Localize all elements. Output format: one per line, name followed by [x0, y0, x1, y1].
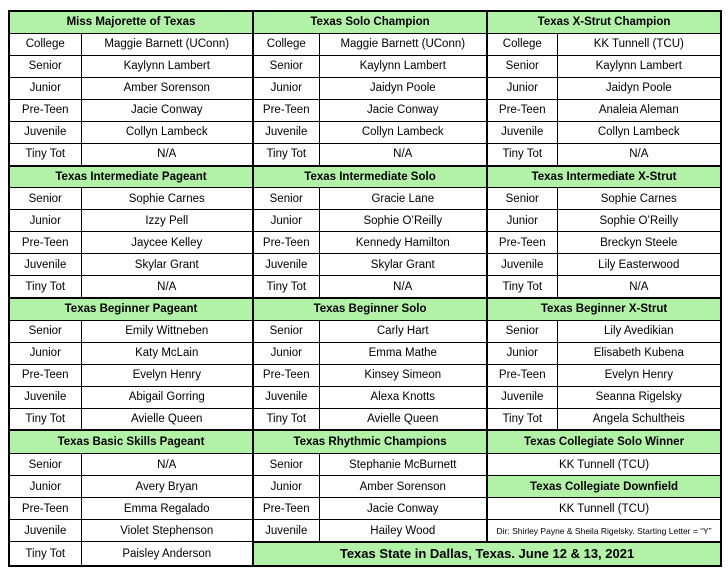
basic-winner: Violet Stephenson — [81, 520, 253, 542]
winner-name: Kennedy Hamilton — [319, 232, 487, 254]
rhythmic-division: Senior — [253, 454, 319, 476]
final-row-2 — [9, 476, 721, 498]
division-label: Senior — [487, 55, 557, 77]
winner-name: Maggie Barnett (UConn) — [81, 33, 253, 55]
winner-name: Sophie O’Reilly — [557, 210, 721, 232]
winner-name: Sophie O’Reilly — [319, 210, 487, 232]
division-label: Senior — [253, 320, 319, 342]
collegiate-downfield-winner: KK Tunnell (TCU) — [487, 498, 721, 520]
rhythmic-division: Juvenile — [253, 520, 319, 542]
final-row-4 — [9, 520, 721, 542]
beginner-header-row — [9, 298, 721, 320]
winner-name: Kaylynn Lambert — [81, 55, 253, 77]
intermediate-header-row — [9, 166, 721, 188]
division-label: Tiny Tot — [9, 408, 81, 430]
division-label: Tiny Tot — [9, 276, 81, 298]
category-header: Texas Intermediate X-Strut — [487, 166, 721, 188]
category-header: Texas Beginner Solo — [253, 298, 487, 320]
division-label: Tiny Tot — [487, 408, 557, 430]
category-header: Texas Intermediate Solo — [253, 166, 487, 188]
basic-skills-pageant-header: Texas Basic Skills Pageant — [9, 430, 253, 453]
winner-name: Skylar Grant — [81, 254, 253, 276]
division-label: Juvenile — [487, 386, 557, 408]
division-label: Junior — [253, 210, 319, 232]
winner-name: Lily Avedikian — [557, 320, 721, 342]
division-label: Junior — [487, 342, 557, 364]
final-row-5 — [9, 542, 721, 566]
winner-name: Carly Hart — [319, 320, 487, 342]
winner-name: N/A — [557, 143, 721, 165]
division-label: College — [253, 33, 319, 55]
winner-name: Collyn Lambeck — [81, 121, 253, 143]
winner-name: Collyn Lambeck — [319, 121, 487, 143]
results-row — [9, 77, 721, 99]
rhythmic-winner: Amber Sorenson — [319, 476, 487, 498]
division-label: Juvenile — [253, 254, 319, 276]
division-label: Pre-Teen — [253, 232, 319, 254]
rhythmic-winner: Jacie Conway — [319, 498, 487, 520]
rhythmic-winner: Stephanie McBurnett — [319, 454, 487, 476]
winner-name: Maggie Barnett (UConn) — [319, 33, 487, 55]
winner-name: Kinsey Simeon — [319, 364, 487, 386]
winner-name: Avielle Queen — [81, 408, 253, 430]
basic-winner: Avery Bryan — [81, 476, 253, 498]
category-header: Texas Intermediate Pageant — [9, 166, 253, 188]
winner-name: N/A — [557, 276, 721, 298]
division-label: Juvenile — [253, 121, 319, 143]
division-label: Juvenile — [487, 254, 557, 276]
results-row — [9, 143, 721, 165]
final-header-row — [9, 430, 721, 453]
director-note: Dir: Shirley Payne & Sheila Rigelsky. Starting Letter = “Y” — [487, 520, 721, 542]
winner-name: Analeia Aleman — [557, 99, 721, 121]
category-header: Texas Beginner Pageant — [9, 298, 253, 320]
winner-name: Emily Wittneben — [81, 320, 253, 342]
division-label: Tiny Tot — [487, 143, 557, 165]
division-label: Junior — [9, 77, 81, 99]
basic-division: Tiny Tot — [9, 542, 81, 566]
division-label: Tiny Tot — [487, 276, 557, 298]
winner-name: Sophie Carnes — [557, 188, 721, 210]
collegiate-solo-header: Texas Collegiate Solo Winner — [487, 430, 721, 453]
results-row — [9, 320, 721, 342]
division-label: Pre-Teen — [487, 99, 557, 121]
division-label: Senior — [9, 188, 81, 210]
winner-name: Collyn Lambeck — [557, 121, 721, 143]
results-row — [9, 188, 721, 210]
division-label: Junior — [9, 342, 81, 364]
division-label: Pre-Teen — [9, 99, 81, 121]
winner-name: Izzy Pell — [81, 210, 253, 232]
results-row — [9, 232, 721, 254]
division-label: Pre-Teen — [9, 364, 81, 386]
winner-name: Amber Sorenson — [81, 77, 253, 99]
winner-name: Seanna Rigelsky — [557, 386, 721, 408]
winner-name: Avielle Queen — [319, 408, 487, 430]
division-label: Tiny Tot — [9, 143, 81, 165]
category-header: Miss Majorette of Texas — [9, 11, 253, 33]
winner-name: Katy McLain — [81, 342, 253, 364]
winner-name: N/A — [319, 143, 487, 165]
winner-name: Abigail Gorring — [81, 386, 253, 408]
basic-division: Juvenile — [9, 520, 81, 542]
category-header: Texas X-Strut Champion — [487, 11, 721, 33]
division-label: College — [487, 33, 557, 55]
winner-name: Lily Easterwood — [557, 254, 721, 276]
winner-name: Evelyn Henry — [557, 364, 721, 386]
division-label: Pre-Teen — [253, 364, 319, 386]
winner-name: N/A — [319, 276, 487, 298]
results-row — [9, 408, 721, 430]
division-label: Senior — [253, 188, 319, 210]
winner-name: Elisabeth Kubena — [557, 342, 721, 364]
results-row — [9, 364, 721, 386]
division-label: Juvenile — [9, 254, 81, 276]
results-row — [9, 254, 721, 276]
senior-titles-header-row — [9, 11, 721, 33]
category-header: Texas Solo Champion — [253, 11, 487, 33]
results-body — [9, 11, 721, 566]
final-row-1 — [9, 454, 721, 476]
results-row — [9, 121, 721, 143]
winner-name: Skylar Grant — [319, 254, 487, 276]
results-row — [9, 276, 721, 298]
division-label: Juvenile — [9, 386, 81, 408]
collegiate-solo-winner: KK Tunnell (TCU) — [487, 454, 721, 476]
division-label: Junior — [487, 77, 557, 99]
winner-name: Breckyn Steele — [557, 232, 721, 254]
division-label: Juvenile — [487, 121, 557, 143]
collegiate-downfield-header: Texas Collegiate Downfield — [487, 476, 721, 498]
winner-name: Jaidyn Poole — [319, 77, 487, 99]
division-label: Tiny Tot — [253, 143, 319, 165]
division-label: College — [9, 33, 81, 55]
results-row — [9, 210, 721, 232]
results-row — [9, 342, 721, 364]
division-label: Junior — [253, 342, 319, 364]
division-label: Junior — [487, 210, 557, 232]
division-label: Senior — [487, 320, 557, 342]
winner-name: Angela Schultheis — [557, 408, 721, 430]
winner-name: Sophie Carnes — [81, 188, 253, 210]
winner-name: Gracie Lane — [319, 188, 487, 210]
basic-division: Senior — [9, 454, 81, 476]
basic-winner: Emma Regalado — [81, 498, 253, 520]
basic-winner: N/A — [81, 454, 253, 476]
rhythmic-division: Pre-Teen — [253, 498, 319, 520]
division-label: Juvenile — [253, 386, 319, 408]
results-row — [9, 33, 721, 55]
basic-division: Pre-Teen — [9, 498, 81, 520]
rhythmic-division: Junior — [253, 476, 319, 498]
winner-name: Alexa Knotts — [319, 386, 487, 408]
winner-name: Jaidyn Poole — [557, 77, 721, 99]
division-label: Junior — [253, 77, 319, 99]
winner-name: Jaycee Kelley — [81, 232, 253, 254]
winner-name: N/A — [81, 143, 253, 165]
winner-name: N/A — [81, 276, 253, 298]
division-label: Senior — [253, 55, 319, 77]
event-banner: Texas State in Dallas, Texas. June 12 & 13, 2021 — [253, 542, 721, 566]
winner-name: Emma Mathe — [319, 342, 487, 364]
division-label: Senior — [9, 320, 81, 342]
winner-name: Kaylynn Lambert — [557, 55, 721, 77]
division-label: Tiny Tot — [253, 408, 319, 430]
division-label: Junior — [9, 210, 81, 232]
rhythmic-winner: Hailey Wood — [319, 520, 487, 542]
winner-name: KK Tunnell (TCU) — [557, 33, 721, 55]
rhythmic-champions-header: Texas Rhythmic Champions — [253, 430, 487, 453]
winner-name: Jacie Conway — [81, 99, 253, 121]
division-label: Pre-Teen — [9, 232, 81, 254]
winner-name: Evelyn Henry — [81, 364, 253, 386]
results-row — [9, 99, 721, 121]
division-label: Senior — [487, 188, 557, 210]
winner-name: Jacie Conway — [319, 99, 487, 121]
results-table — [8, 10, 722, 567]
winner-name: Kaylynn Lambert — [319, 55, 487, 77]
division-label: Tiny Tot — [253, 276, 319, 298]
division-label: Pre-Teen — [487, 364, 557, 386]
results-row — [9, 386, 721, 408]
division-label: Senior — [9, 55, 81, 77]
division-label: Pre-Teen — [253, 99, 319, 121]
category-header: Texas Beginner X-Strut — [487, 298, 721, 320]
final-row-3 — [9, 498, 721, 520]
basic-division: Junior — [9, 476, 81, 498]
basic-winner: Paisley Anderson — [81, 542, 253, 566]
results-row — [9, 55, 721, 77]
division-label: Juvenile — [9, 121, 81, 143]
division-label: Pre-Teen — [487, 232, 557, 254]
